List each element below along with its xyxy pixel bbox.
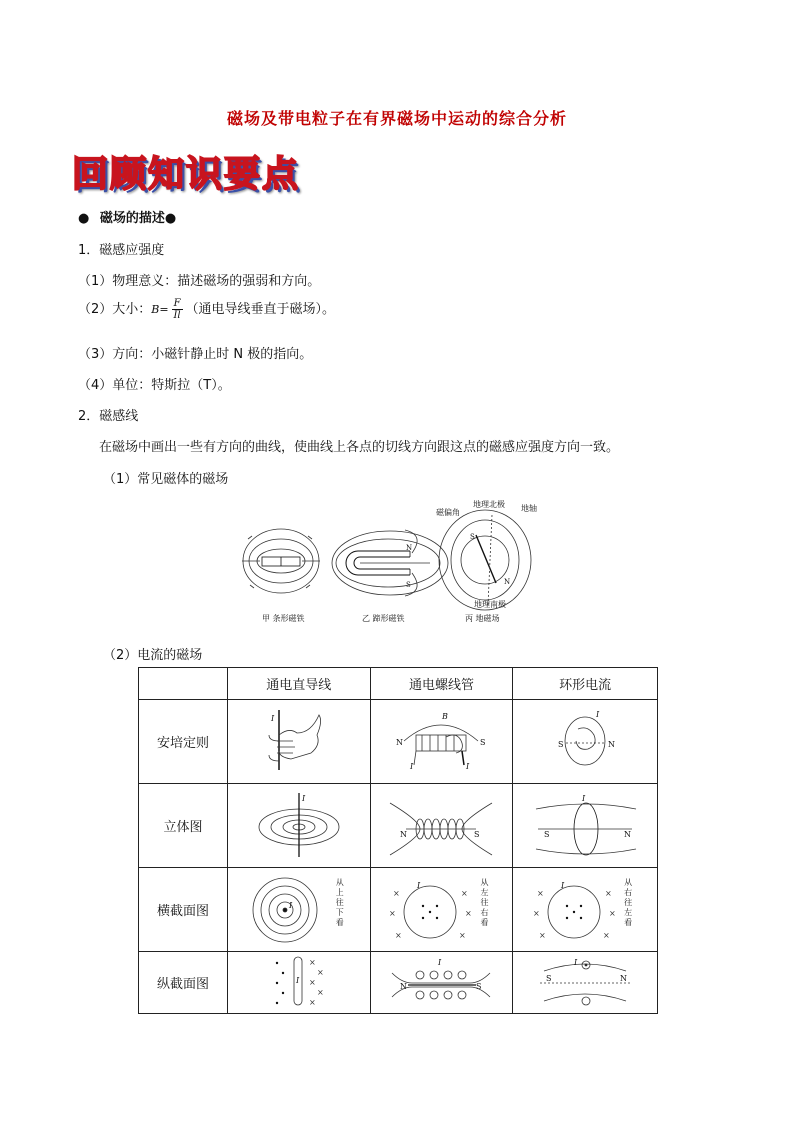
- table-header-cell: [139, 668, 228, 700]
- earth-axis-label: 地轴: [521, 504, 537, 513]
- magnets-figure: [240, 495, 540, 630]
- svg-text:×: ×: [465, 908, 473, 918]
- svg-text:I: I: [417, 880, 421, 890]
- earth-field-diagram: [439, 510, 531, 610]
- table-header-cell: 通电螺线管: [370, 668, 513, 700]
- sub-magnets-heading: （1）常见磁体的磁场: [103, 472, 229, 487]
- row-label: 立体图: [139, 784, 228, 868]
- row-label: 安培定则: [139, 700, 228, 784]
- svg-text:N: N: [396, 737, 404, 747]
- table-header-cell: 环形电流: [513, 668, 658, 700]
- svg-text:I: I: [574, 957, 578, 967]
- formula-denominator: Il: [173, 310, 181, 321]
- svg-text:N: N: [400, 981, 408, 991]
- svg-text:×: ×: [393, 888, 401, 898]
- svg-text:N: N: [624, 829, 632, 839]
- svg-text:I: I: [288, 900, 292, 910]
- table-header-cell: 通电直导线: [227, 668, 370, 700]
- straight-wire-longitudinal-diagram: [227, 952, 370, 1014]
- svg-text:I: I: [301, 793, 305, 803]
- straight-wire-3d-diagram: [227, 784, 370, 868]
- solenoid-cross-section-diagram: [370, 868, 513, 952]
- caption-earth-field: 丙 地磁场: [465, 614, 500, 623]
- caption-horseshoe-magnet: 乙 蹄形磁铁: [362, 614, 405, 623]
- section-heading-text: 磁场的描述: [99, 211, 165, 226]
- svg-text:S: S: [546, 973, 552, 983]
- svg-text:B: B: [442, 711, 449, 721]
- formula-lhs: B=: [151, 303, 169, 316]
- svg-text:×: ×: [609, 908, 616, 918]
- svg-text:I: I: [596, 709, 600, 719]
- solenoid-3d-diagram: [370, 784, 513, 868]
- svg-text:S: S: [474, 829, 480, 839]
- svg-text:N: N: [406, 544, 413, 552]
- svg-text:×: ×: [605, 888, 612, 898]
- table-row: [139, 952, 658, 1014]
- loop-longitudinal-diagram: [513, 952, 658, 1014]
- table-row: [139, 700, 658, 784]
- straight-wire-cross-section-diagram: [227, 868, 370, 952]
- magnitude-label: （2）大小：: [78, 302, 152, 317]
- item1-unit: （4）单位：特斯拉（T）。: [78, 378, 231, 393]
- magnitude-condition: （通电导线垂直于磁场）。: [185, 302, 336, 317]
- item1-title: 1．磁感应强度: [78, 243, 165, 258]
- svg-text:S: S: [476, 981, 482, 991]
- loop-3d-diagram: [513, 784, 658, 868]
- view-note-left-right: 从左往右看: [480, 877, 489, 927]
- svg-text:×: ×: [533, 908, 540, 918]
- svg-text:S: S: [544, 829, 550, 839]
- item2-description: 在磁场中画出一些有方向的曲线，使曲线上各点的切线方向跟这点的磁感应强度方向一致。: [99, 440, 620, 455]
- sub-current-heading: （2）电流的磁场: [103, 648, 203, 663]
- loop-ampere-diagram: [513, 700, 658, 784]
- table-header-row: [139, 668, 658, 700]
- solenoid-ampere-diagram: [370, 700, 513, 784]
- table-row: [139, 784, 658, 868]
- svg-text:S: S: [480, 737, 486, 747]
- section-heading: [78, 207, 176, 226]
- svg-text:×: ×: [308, 957, 316, 967]
- svg-text:I: I: [466, 761, 470, 771]
- svg-text:N: N: [620, 973, 628, 983]
- table-row: [139, 868, 658, 952]
- document-title: 磁场及带电粒子在有界磁场中运动的综合分析: [226, 109, 567, 128]
- formula-fraction: [172, 298, 183, 321]
- svg-text:N: N: [400, 829, 408, 839]
- solenoid-longitudinal-diagram: [370, 952, 513, 1014]
- loop-cross-section-diagram: [513, 868, 658, 952]
- current-field-table: [138, 667, 658, 1014]
- bullet-icon: ●: [164, 211, 177, 226]
- svg-text:×: ×: [539, 930, 546, 940]
- svg-text:×: ×: [316, 967, 324, 977]
- svg-text:×: ×: [308, 977, 316, 987]
- svg-text:S: S: [406, 581, 411, 589]
- section-banner: 回顾知识要点: [72, 154, 301, 195]
- svg-text:×: ×: [459, 930, 467, 940]
- bar-magnet-diagram: [242, 529, 320, 593]
- formula-numerator: F: [173, 298, 181, 309]
- declination-label: 磁偏角: [436, 508, 460, 517]
- svg-text:×: ×: [603, 930, 610, 940]
- straight-wire-ampere-diagram: [227, 700, 370, 784]
- item1-magnitude: [78, 298, 335, 321]
- row-label: 纵截面图: [139, 952, 228, 1014]
- svg-text:×: ×: [308, 997, 316, 1007]
- svg-text:N: N: [504, 578, 511, 586]
- row-label: 横截面图: [139, 868, 228, 952]
- svg-text:S: S: [558, 739, 564, 749]
- horseshoe-magnet-diagram: [332, 530, 448, 596]
- item1-direction: （3）方向：小磁针静止时 N 极的指向。: [78, 347, 313, 362]
- view-note-top-down: 从上往下看: [335, 877, 344, 927]
- svg-text:×: ×: [461, 888, 469, 898]
- svg-text:N: N: [608, 739, 616, 749]
- svg-text:S: S: [470, 533, 475, 541]
- geographic-north-label: 地理北极: [473, 500, 505, 509]
- svg-text:×: ×: [316, 987, 324, 997]
- svg-text:I: I: [561, 880, 565, 890]
- caption-bar-magnet: 甲 条形磁铁: [262, 614, 305, 623]
- svg-text:×: ×: [395, 930, 403, 940]
- svg-text:I: I: [295, 975, 299, 985]
- svg-text:I: I: [438, 957, 442, 967]
- svg-text:I: I: [410, 761, 414, 771]
- view-note-right-left: 从右往左看: [624, 877, 633, 927]
- item1-meaning: （1）物理意义：描述磁场的强弱和方向。: [78, 274, 321, 289]
- geographic-south-label: 地理南极: [474, 600, 506, 609]
- svg-text:I: I: [270, 713, 274, 723]
- svg-text:×: ×: [537, 888, 544, 898]
- item2-title: 2．磁感线: [78, 409, 139, 424]
- svg-text:I: I: [582, 793, 586, 803]
- svg-text:×: ×: [389, 908, 397, 918]
- bullet-icon: ●: [78, 211, 90, 226]
